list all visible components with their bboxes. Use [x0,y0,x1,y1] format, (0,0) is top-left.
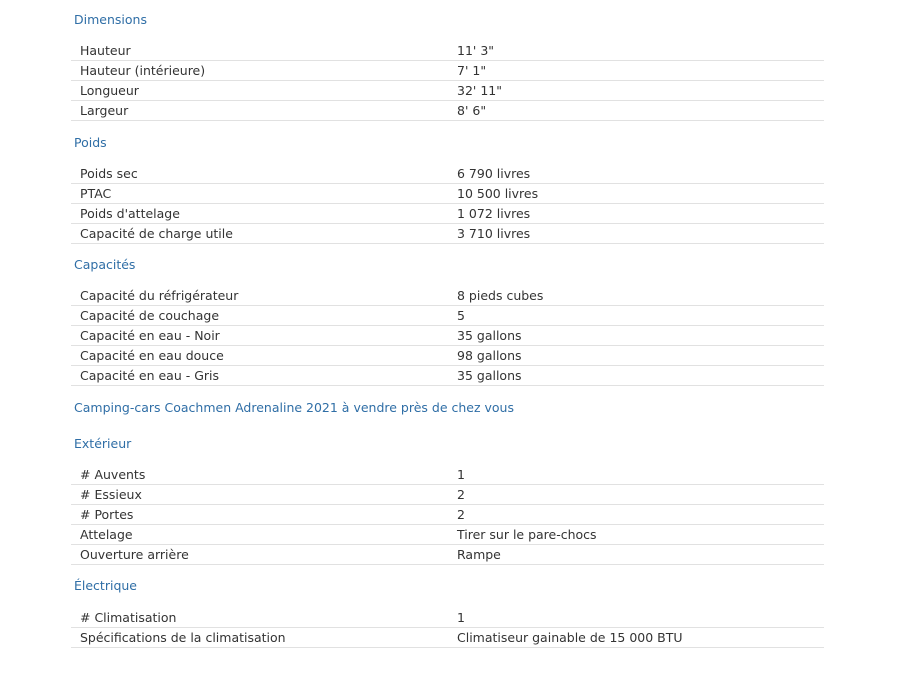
spec-label: Hauteur [80,43,131,58]
spec-value: 1 072 livres [457,206,531,221]
spec-value: 1 [457,467,465,482]
spec-value: 2 [457,507,465,522]
spec-value: 35 gallons [457,328,522,343]
table-row [71,306,824,326]
spec-label: # Essieux [80,487,142,502]
spec-label: Attelage [80,527,133,542]
table-row [71,224,824,244]
spec-table-poids [71,164,824,244]
spec-label: Capacité de charge utile [80,226,233,241]
spec-value: 35 gallons [457,368,522,383]
spec-value: 8 pieds cubes [457,288,544,303]
spec-label: # Portes [80,507,134,522]
table-row [71,286,824,306]
table-row [71,204,824,224]
spec-value: 5 [457,308,465,323]
table-row [71,81,824,101]
spec-value: Tirer sur le pare-chocs [457,527,597,542]
table-row [71,608,824,628]
spec-label: Hauteur (intérieure) [80,63,206,78]
section-title-capacites: Capacités [74,257,136,272]
table-row [71,628,824,648]
spec-label: Poids sec [80,166,138,181]
spec-value: 10 500 livres [457,186,539,201]
spec-label: Capacité en eau - Gris [80,368,220,383]
spec-value: 11' 3" [457,43,495,58]
spec-table-capacites [71,286,824,386]
spec-label: Ouverture arrière [80,547,189,562]
table-row [71,346,824,366]
spec-label: Capacité en eau - Noir [80,328,220,343]
table-row [71,61,824,81]
table-row [71,41,824,61]
spec-label: Largeur [80,103,129,118]
section-title-poids: Poids [74,135,107,150]
table-row [71,545,824,565]
spec-value: 2 [457,487,465,502]
table-row [71,164,824,184]
spec-value: 98 gallons [457,348,522,363]
spec-table-exterieur [71,465,824,565]
spec-label: Poids d'attelage [80,206,180,221]
section-title-dimensions: Dimensions [74,12,147,27]
spec-label: Longueur [80,83,139,98]
table-row [71,326,824,346]
section-title-exterieur: Extérieur [74,436,132,451]
table-row [71,101,824,121]
spec-label: # Climatisation [80,610,177,625]
spec-label: Capacité en eau douce [80,348,224,363]
table-row [71,485,824,505]
spec-value: Climatiseur gainable de 15 000 BTU [457,630,683,645]
spec-value: 7' 1" [457,63,487,78]
spec-value: 6 790 livres [457,166,531,181]
spec-label: Capacité de couchage [80,308,220,323]
spec-value: Rampe [457,547,501,562]
section-title-electrique: Électrique [74,578,137,593]
table-row [71,525,824,545]
spec-label: # Auvents [80,467,146,482]
table-row [71,366,824,386]
table-row [71,184,824,204]
spec-table-dimensions [71,41,824,121]
spec-value: 3 710 livres [457,226,531,241]
nearby-listings-link[interactable]: Camping-cars Coachmen Adrenaline 2021 à vendre près de chez vous [74,400,514,415]
spec-label: PTAC [80,186,112,201]
spec-label: Spécifications de la climatisation [80,630,286,645]
spec-value: 32' 11" [457,83,502,98]
spec-table-electrique [71,608,824,648]
spec-label: Capacité du réfrigérateur [80,288,239,303]
spec-value: 1 [457,610,465,625]
table-row [71,465,824,485]
table-row [71,505,824,525]
spec-value: 8' 6" [457,103,487,118]
